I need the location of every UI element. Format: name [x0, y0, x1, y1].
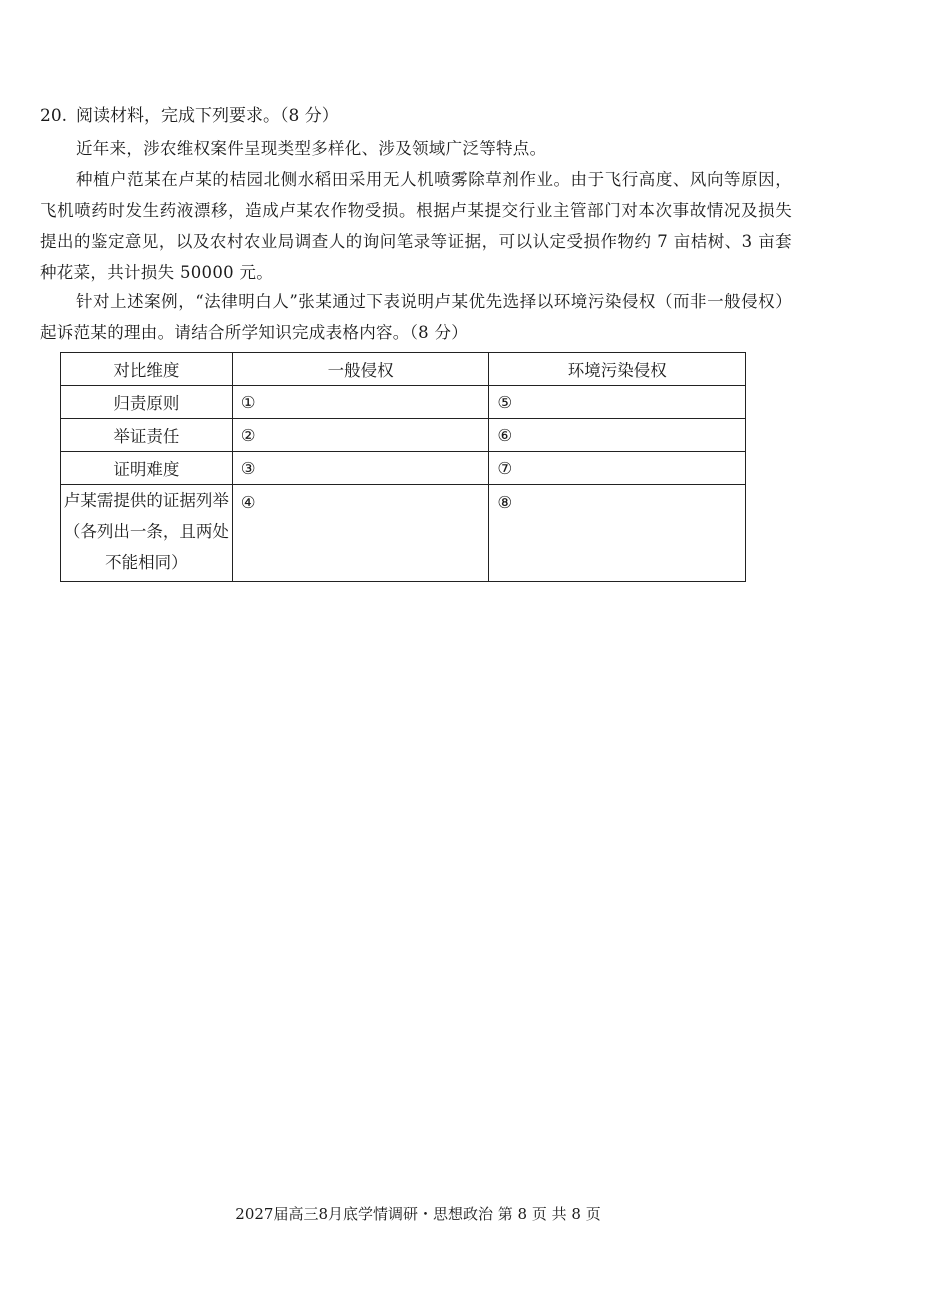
question-header — [40, 103, 339, 129]
row-label: 归责原则 — [61, 386, 233, 419]
header-cell-general-tort: 一般侵权 — [232, 353, 489, 386]
answer-cell: ⑦ — [489, 452, 746, 485]
answer-cell: ⑥ — [489, 419, 746, 452]
table-row — [61, 419, 746, 452]
page-footer: 2027届高三8月底学情调研・思想政治 第 8 页 共 8 页 — [235, 1205, 601, 1223]
answer-cell: ④ — [232, 485, 489, 582]
header-cell-dimension: 对比维度 — [61, 353, 233, 386]
material-paragraph-1: 近年来，涉农维权案件呈现类型多样化、涉及领域广泛等特点。 — [76, 139, 547, 158]
table-row — [61, 485, 746, 582]
table-row — [61, 452, 746, 485]
table-row — [61, 386, 746, 419]
row-label: 卢某需提供的证据列举（各列出一条，且两处不能相同） — [61, 485, 233, 582]
question-prompt: 阅读材料，完成下列要求。（8 分） — [76, 106, 339, 126]
comparison-table — [60, 352, 746, 582]
answer-cell: ③ — [232, 452, 489, 485]
task-paragraph: 针对上述案例，“法律明白人”张某通过下表说明卢某优先选择以环境污染侵权（而非一般侵权）起诉范某的理由。请结合所学知识完成表格内容。（8 分） — [40, 292, 792, 342]
material-paragraph-2: 种植户范某在卢某的桔园北侧水稻田采用无人机喷雾除草剂作业。由于飞行高度、风向等原因，飞机喷药时发生药液漂移，造成卢某农作物受损。根据卢某提交行业主管部门对本次事故情况及损失提出的鉴定意见，以及农村农业局调查人的询问笔录等证据，可以认定受损作物约 7 亩桔树、3 亩套种花菜，共计损失 50000 元。 — [40, 170, 792, 282]
answer-cell: ② — [232, 419, 489, 452]
question-number: 20. — [40, 106, 68, 126]
answer-cell: ⑧ — [489, 485, 746, 582]
answer-cell: ⑤ — [489, 386, 746, 419]
answer-cell: ① — [232, 386, 489, 419]
row-label: 举证责任 — [61, 419, 233, 452]
table-header-row — [61, 353, 746, 386]
row-label: 证明难度 — [61, 452, 233, 485]
header-cell-environmental-tort: 环境污染侵权 — [489, 353, 746, 386]
